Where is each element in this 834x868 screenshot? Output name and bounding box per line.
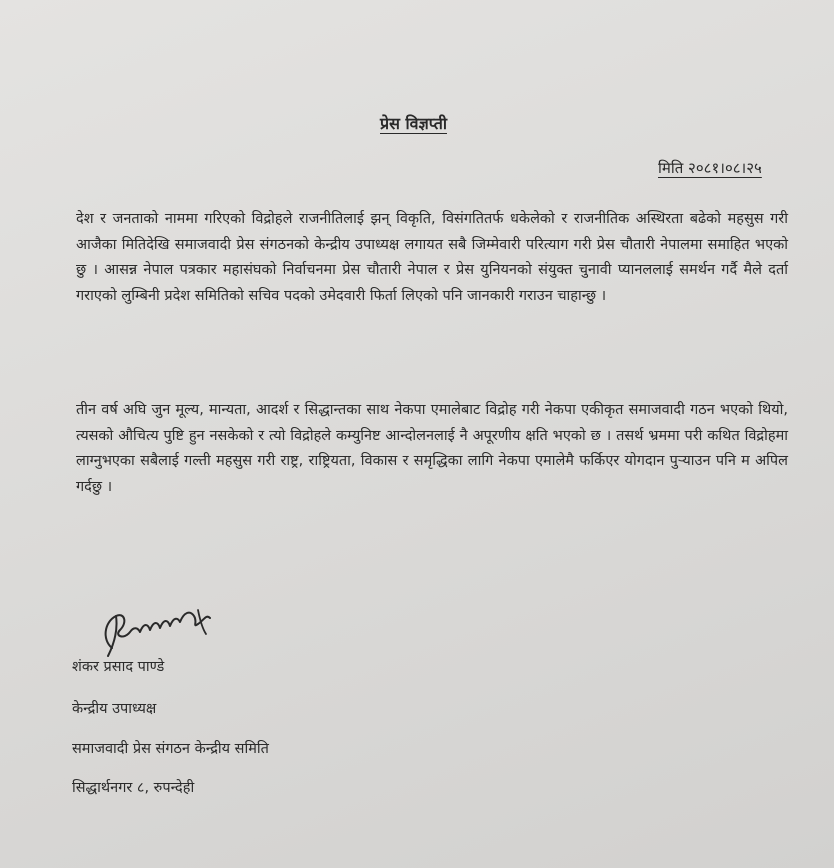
signatory-name: शंकर प्रसाद पाण्डे	[72, 659, 165, 675]
signatory-position: केन्द्रीय उपाध्यक्ष	[72, 701, 157, 717]
body-paragraph-1: देश र जनताको नाममा गरिएको विद्रोहले राजनीतिलाई झन् विकृति, विसंगतितर्फ धकेलेको र राजनीतिक अस्थिरता बढेको महसुस गरी आजैका मितिदेखि समाजवादी प्रेस संगठनको केन्द्रीय उपाध्यक्ष लगायत सबै जिम्मेवारी परित्याग गरी प्रेस चौतारी नेपालमा समाहित भएको छु । आसन्न नेपाल पत्रकार महासंघको निर्वाचनमा प्रेस चौतारी नेपाल र प्रेस युनियनको संयुक्त चुनावी प्यानललाई समर्थन गर्दै मैले दर्ता गराएको लुम्बिनी प्रदेश समितिको सचिव पदको उमेदवारी फिर्ता लिएको पनि जानकारी गराउन चाहान्छु ।	[76, 211, 788, 304]
handwritten-signature	[94, 600, 224, 660]
document-title: प्रेस विज्ञप्ती	[380, 114, 447, 133]
body-paragraph-2: तीन वर्ष अघि जुन मूल्य, मान्यता, आदर्श र सिद्धान्तका साथ नेकपा एमालेबाट विद्रोह गरी नेकपा एकीकृत समाजवादी गठन भएको थियो, त्यसको औचित्य पुष्टि हुन नसकेको र त्यो विद्रोहले कम्युनिष्ट आन्दोलनलाई नै अपूरणीय क्षति भएको छ । तसर्थ भ्रममा परी कथित विद्रोहमा लाग्नुभएका सबैलाई गल्ती महसुस गरी राष्ट्र, राष्ट्रियता, विकास र समृद्धिका लागि नेकपा एमालेमै फर्किएर योगदान पुऱ्याउन पनि म अपिल गर्दछु ।	[76, 402, 788, 495]
signatory-organization: समाजवादी प्रेस संगठन केन्द्रीय समिति	[72, 741, 269, 757]
document-date: मिति २०८१।०८।२५	[658, 159, 762, 177]
signatory-address: सिद्धार्थनगर ८, रुपन्देही	[72, 780, 195, 796]
